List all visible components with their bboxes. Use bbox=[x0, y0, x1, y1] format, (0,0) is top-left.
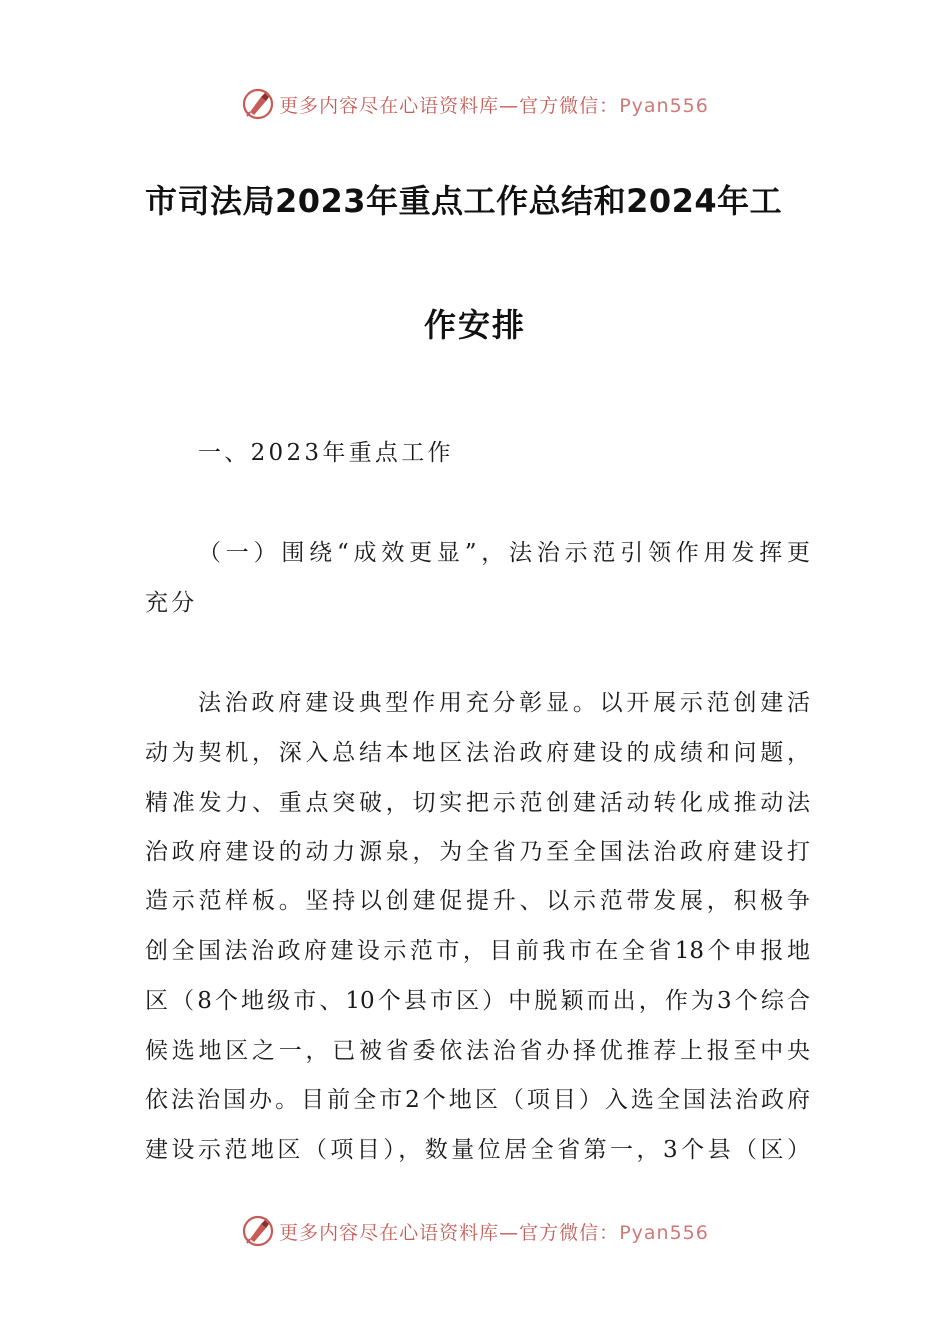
body-line: 创全国法治政府建设示范市，目前我市在全省18个申报地 bbox=[145, 938, 810, 964]
body-line: 候选地区之一，已被省委依法治省办择优推荐上报至中央 bbox=[145, 1038, 810, 1064]
body-line: 依法治国办。目前全市2个地区（项目）入选全国法治政府 bbox=[145, 1087, 810, 1113]
body-line: 造示范样板。坚持以创建促提升、以示范带发展，积极争 bbox=[145, 888, 810, 914]
body-line: 建设示范地区（项目），数量位居全省第一，3个县（区） bbox=[145, 1137, 810, 1163]
body-line: 治政府建设的动力源泉，为全省乃至全国法治政府建设打 bbox=[145, 839, 810, 865]
watermark-separator: — bbox=[499, 94, 520, 117]
header-watermark bbox=[0, 84, 950, 124]
watermark-wechat-id: Pyan556 bbox=[619, 94, 709, 117]
body-line: 动为契机，深入总结本地区法治政府建设的成绩和问题， bbox=[145, 740, 810, 766]
footer-watermark bbox=[0, 1211, 950, 1251]
watermark-separator: — bbox=[499, 1221, 520, 1244]
watermark-sub-text: 官方微信： bbox=[519, 94, 620, 117]
body-line: 法治政府建设典型作用充分彰显。以开展示范创建活 bbox=[198, 690, 810, 716]
section-heading: 一、2023年重点工作 bbox=[198, 440, 454, 466]
watermark-main-text: 更多内容尽在心语资料库 bbox=[279, 1221, 500, 1244]
document-title-line-1: 市司法局2023年重点工作总结和2024年工 bbox=[145, 182, 783, 220]
pen-nib-logo-icon bbox=[241, 1214, 275, 1248]
watermark-sub-text: 官方微信： bbox=[519, 1221, 620, 1244]
document-title-line-2: 作安排 bbox=[423, 306, 526, 344]
body-line: 精准发力、重点突破，切实把示范创建活动转化成推动法 bbox=[145, 790, 810, 816]
subsection-heading-line-1: （一）围绕“成效更显”，法治示范引领作用发挥更 bbox=[198, 540, 810, 566]
pen-nib-logo-icon bbox=[241, 87, 275, 121]
body-line: 区（8个地级市、10个县市区）中脱颖而出，作为3个综合 bbox=[145, 988, 810, 1014]
subsection-heading-line-2: 充分 bbox=[145, 590, 198, 616]
watermark-wechat-id: Pyan556 bbox=[619, 1221, 709, 1244]
watermark-main-text: 更多内容尽在心语资料库 bbox=[279, 94, 500, 117]
